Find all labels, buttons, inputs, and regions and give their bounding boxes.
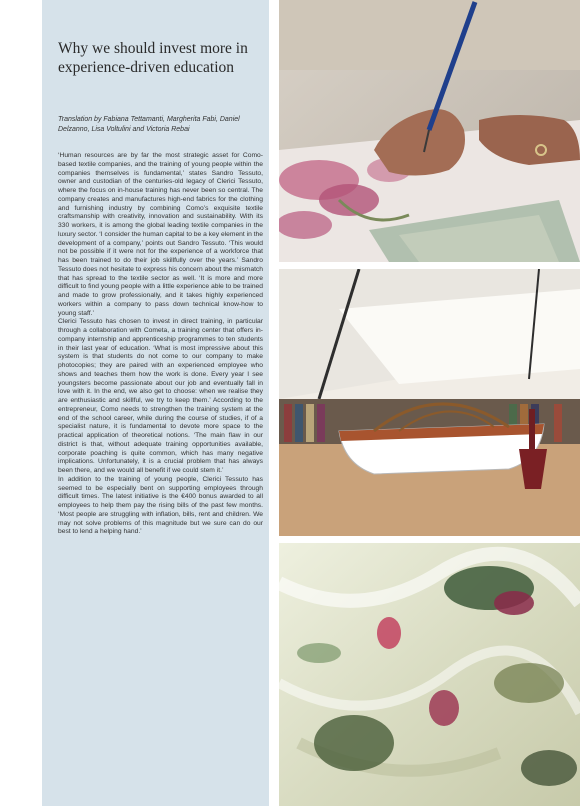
body-paragraph: ‘Human resources are by far the most strategic asset for Como-based textile companies, and the training of young people within the companies themselves is fundamental,’ states Sandro Tessuto, owner and custodian of the centuries-old legacy of Clerici Tessuto, where the focus on in-house training has never been so central. The company creates and manufactures high-end fabrics for the clothing and furnishing industry by combining Como’s exquisite textile craftsmanship with creativity, innovation and sustainability. With its 330 workers, it is among the global leading textile companies in the luxury sector. ‘I consider the human capital to be a key element in the development of a company,’ points out Sandro Tessuto. ‘This would not be possible if it were not for the experience of a workforce that has been trained to do their job skillfully over the years.’ Sandro Tessuto does not hesitate to express his concern about the mismatch that has spread to the textile sector as well. ‘It is more and more difficult to find young people with a little experience able to be trained and made to grow professionally, and it takes highly experienced workers within a company to pass down technical know-how to young staff.’ xyxy=(58,152,263,317)
photo-hand-painting-textile-design xyxy=(279,0,580,262)
photo-silk-fabric-closeup xyxy=(279,543,580,806)
body-paragraph: In addition to the training of young people, Clerici Tessuto has seemed to be especially bent on supporting employees through difficult times. The latest initiative is the €400 bonus awarded to all employees to help them pay the rising bills of the past few months. ‘Most people are struggling with inflation, bills, rent and children. We may not solve problems of this magnitude but we sure can do our best to lend a helping hand.’ xyxy=(58,475,263,536)
article-title: Why we should invest more in experience-driven education xyxy=(58,40,248,76)
translation-credits: Translation by Fabiana Tettamanti, Margherita Fabi, Daniel Delzanno, Lisa Voltulini and Victoria Rebai xyxy=(58,116,240,133)
article-body xyxy=(58,152,263,537)
body-paragraph: Clerici Tessuto has chosen to invest in direct training, in particular through a collaboration with Cometa, a training center that offers in-company internship and apprenticeship programmes to ten students in their last year of education. ‘What is most impressive about this system is that students do not come to our company to make photocopies; they are paired with an experienced employee who shows and teaches them how the work is done. Every year I see youngsters become passionate about our job and eventually fall in love with it. In the end, we also get to choose: when we realise they are enthusiastic and skillful, we try to keep them.’ According to the entrepreneur, Como needs to strengthen the training system at the end of the school career, while during the course of studies, if of a specialist nature, it is fundamental to devote more space to the practical application of theoretical notions. ‘The main flaw in our district is that, without adequate training opportunities available, corporate poaching is quite common, which has many negative implications. Unfortunately, it is a crucial problem that has always been there, and we would all benefit if we could stem it.’ xyxy=(58,318,263,474)
photo-showroom-with-boat xyxy=(279,269,580,536)
